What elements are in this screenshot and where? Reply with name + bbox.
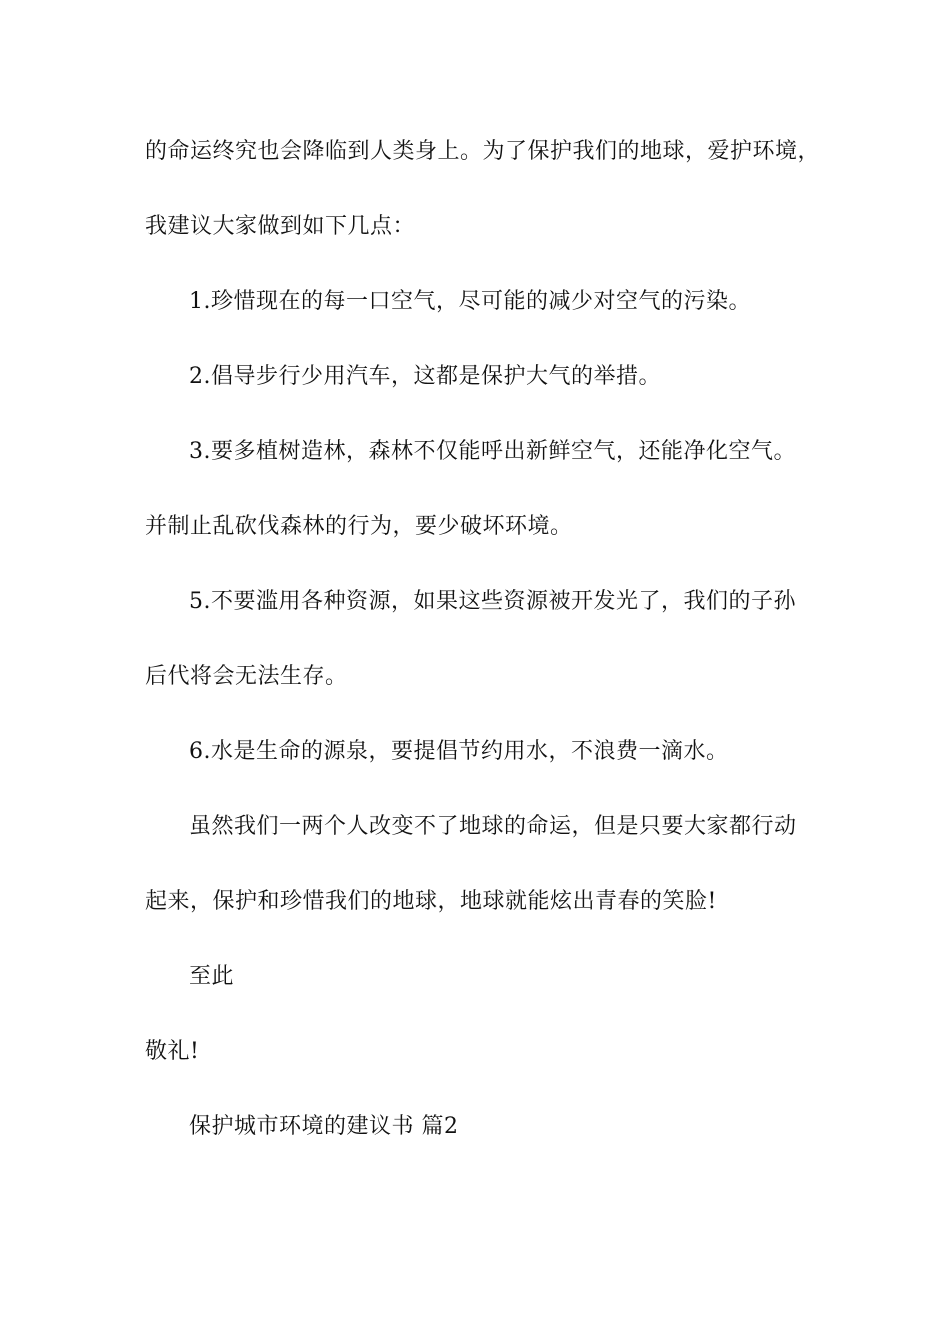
list-item-continuation: 并制止乱砍伐森林的行为，要少破坏环境。 (145, 514, 573, 539)
salutation-line: 敬礼! (145, 1039, 200, 1064)
closing-paragraph: 虽然我们一两个人改变不了地球的命运，但是只要大家都行动 (189, 814, 797, 839)
paragraph-continuation-line: 的命运终究也会降临到人类身上。为了保护我们的地球，爱护环境， (145, 139, 821, 164)
closing-paragraph-continuation: 起来，保护和珍惜我们的地球，地球就能炫出青春的笑脸! (145, 889, 717, 914)
list-item-6: 6.水是生命的源泉，要提倡节约用水，不浪费一滴水。 (189, 739, 729, 764)
paragraph-continuation-line: 我建议大家做到如下几点： (145, 214, 416, 239)
list-item-5: 5.不要滥用各种资源，如果这些资源被开发光了，我们的子孙 (189, 589, 796, 614)
list-item-2: 2.倡导步行少用汽车，这都是保护大气的举措。 (189, 364, 661, 389)
list-item-3: 3.要多植树造林，森林不仅能呼出新鲜空气，还能净化空气。 (189, 439, 796, 464)
salutation-line: 至此 (189, 964, 235, 989)
list-item-1: 1.珍惜现在的每一口空气，尽可能的减少对空气的污染。 (189, 289, 751, 314)
list-item-continuation: 后代将会无法生存。 (145, 664, 348, 689)
section-heading: 保护城市环境的建议书 篇2 (189, 1114, 459, 1139)
